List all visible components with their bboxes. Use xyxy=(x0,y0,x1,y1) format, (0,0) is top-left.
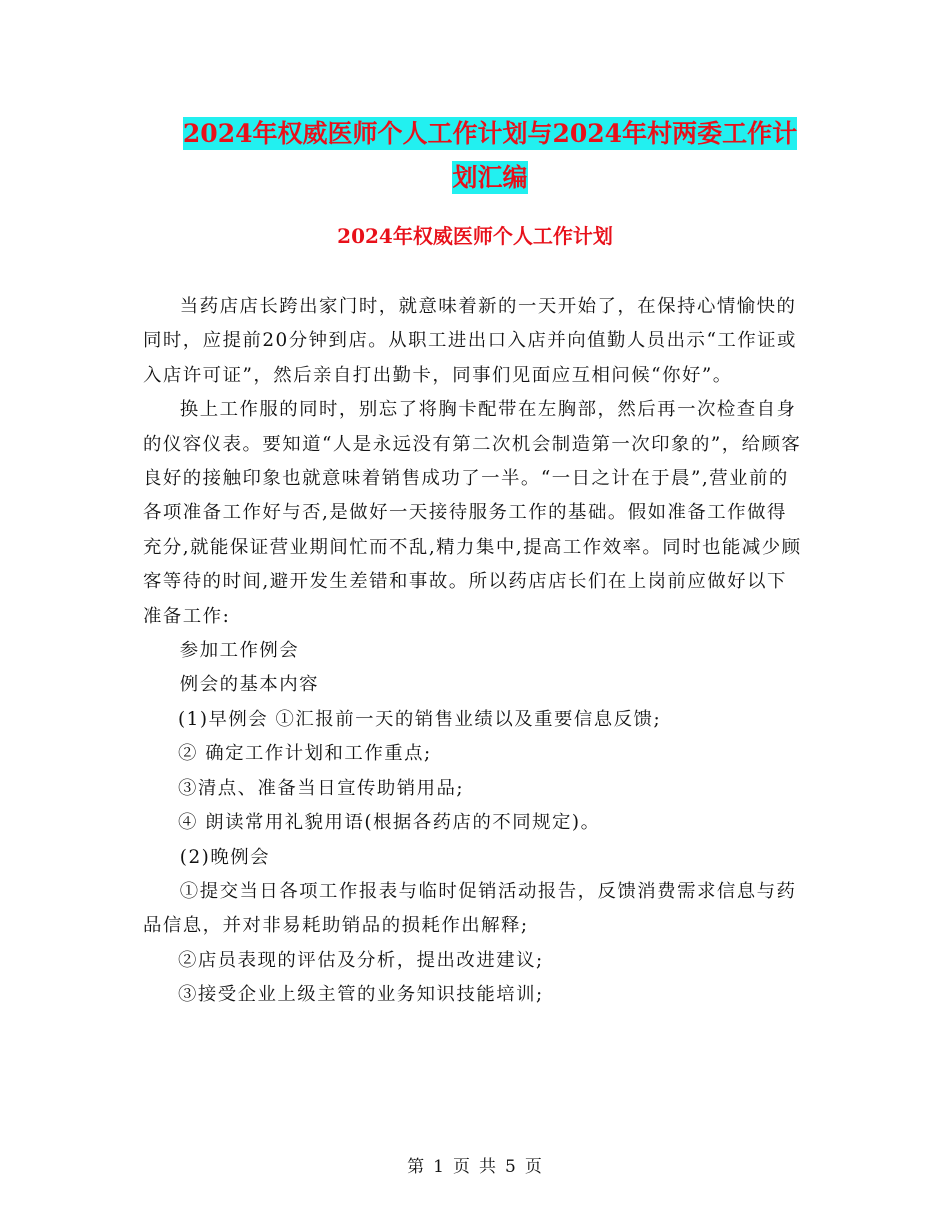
footer-suffix: 页 xyxy=(524,1157,543,1177)
page-footer xyxy=(0,1152,950,1177)
list-item: (2)晚例会 xyxy=(179,846,271,868)
list-item: (1)早例会 ①汇报前一天的销售业绩以及重要信息反馈; xyxy=(177,708,662,730)
footer-current-page: 1 xyxy=(433,1157,445,1177)
list-item: ③清点、准备当日宣传助销用品; xyxy=(177,777,465,799)
paragraph: 当药店店长跨出家门时，就意味着新的一天开始了，在保持心情愉快的同时，应提前20分钟到店。从职工进出口入店并向值勤人员出示“工作证或入店许可证”，然后亲自打出勤卡，同事们见面应互相问候“你好”。 xyxy=(143,296,797,386)
document-body xyxy=(143,290,803,1013)
section-title: 2024年权威医师个人工作计划 xyxy=(337,224,613,248)
list-item: 参加工作例会 xyxy=(179,640,300,662)
list-item: ②店员表现的评估及分析，提出改进建议; xyxy=(177,949,544,971)
footer-total-pages: 5 xyxy=(505,1157,517,1177)
title-line-1: 2024年权威医师个人工作计划与2024年村两委工作计 xyxy=(182,119,798,148)
list-item: ①提交当日各项工作报表与临时促销活动报告，反馈消费需求信息与药品信息，并对非易耗助销品的损耗作出解释; xyxy=(143,880,797,937)
list-item: ② 确定工作计划和工作重点; xyxy=(177,743,432,765)
footer-page-word: 页 xyxy=(453,1157,471,1177)
list-item: ④ 朗读常用礼貌用语(根据各药店的不同规定)。 xyxy=(177,812,601,834)
list-item: ③接受企业上级主管的业务知识技能培训; xyxy=(177,984,544,1006)
paragraph: 换上工作服的同时，别忘了将胸卡配带在左胸部，然后再一次检查自身的仪容仪表。要知道“人是永远没有第二次机会制造第一次印象的”，给顾客良好的接触印象也就意味着销售成功了一半。“一日之计在于晨”,营业前的各项准备工作好与否,是做好一天接待服务工作的基础。假如准备工作做得充分,就能保证营业期间忙而不乱,精力集中,提高工作效率。同时也能减少顾客等待的时间,避开发生差错和事故。所以药店店长们在上岗前应做好以下准备工作: xyxy=(143,399,802,627)
title-line-2: 划汇编 xyxy=(452,163,528,192)
footer-total-word: 共 xyxy=(479,1157,497,1177)
list-item: 例会的基本内容 xyxy=(179,674,320,696)
footer-prefix: 第 xyxy=(407,1157,426,1177)
document-title xyxy=(140,112,840,200)
